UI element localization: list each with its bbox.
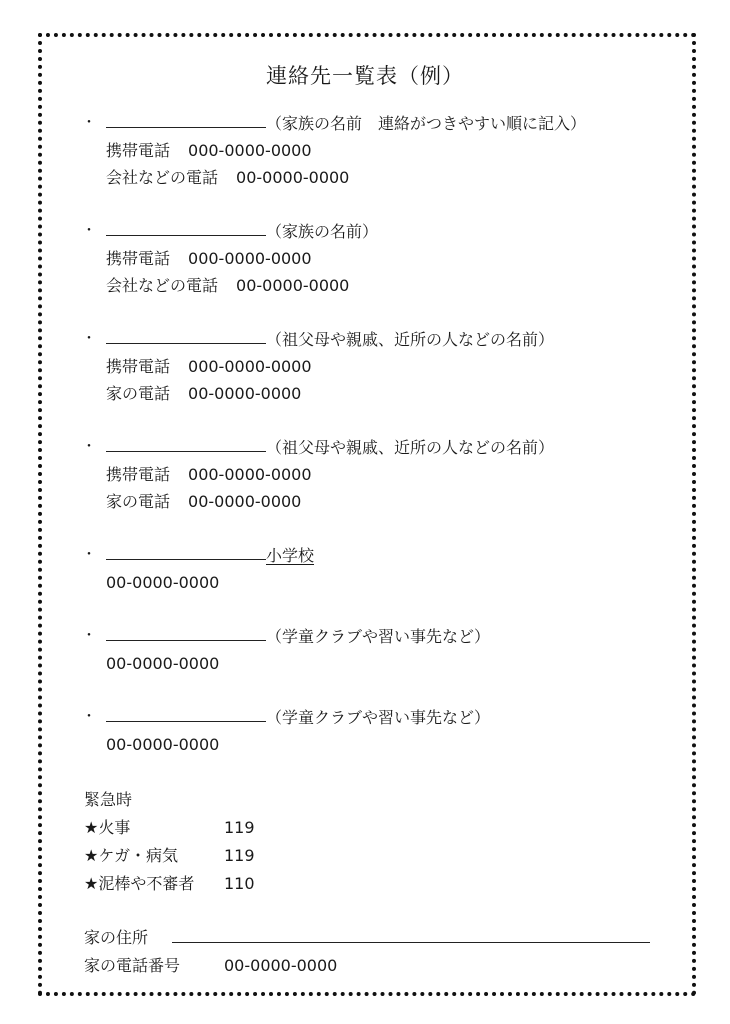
emergency-item-police	[84, 870, 255, 898]
phone-value: 00-0000-0000	[236, 276, 350, 295]
emergency-item-fire	[84, 814, 255, 842]
phone-value: 000-0000-0000	[188, 465, 312, 484]
name-blank[interactable]	[106, 623, 266, 641]
emergency-number: 110	[224, 874, 255, 893]
phone-value: 00-0000-0000	[188, 492, 302, 511]
phone-value: 00-0000-0000	[106, 573, 220, 592]
emergency-label: ★ケガ・病気	[84, 846, 179, 865]
phone-label: 家の電話	[106, 384, 171, 403]
phone-value: 00-0000-0000	[236, 168, 350, 187]
contact-entry-family-1	[82, 110, 682, 191]
name-blank[interactable]	[106, 326, 266, 344]
school-label: 小学校	[266, 546, 315, 565]
contact-entry-club-1	[82, 623, 682, 677]
address-label: 家の住所	[84, 928, 149, 947]
phone-value: 00-0000-0000	[106, 654, 220, 673]
emergency-number: 119	[224, 818, 255, 837]
bullet: ・	[82, 547, 96, 563]
name-blank[interactable]	[106, 110, 266, 128]
phone-label: 携帯電話	[106, 249, 171, 268]
emergency-label: ★泥棒や不審者	[84, 874, 195, 893]
bullet: ・	[82, 223, 96, 239]
bullet: ・	[82, 709, 96, 725]
entry-note: （家族の名前）	[266, 222, 379, 241]
phone-label: 携帯電話	[106, 465, 171, 484]
home-phone-value: 00-0000-0000	[224, 956, 338, 975]
home-phone-label: 家の電話番号	[84, 956, 181, 975]
phone-label: 家の電話	[106, 492, 171, 511]
contact-entry-club-2	[82, 704, 682, 758]
contact-entry-relative-1	[82, 326, 682, 407]
phone-label: 携帯電話	[106, 141, 171, 160]
emergency-item-injury	[84, 842, 255, 870]
contact-entry-school	[82, 542, 682, 596]
phone-value: 000-0000-0000	[188, 357, 312, 376]
name-blank[interactable]	[106, 704, 266, 722]
phone-label: 会社などの電話	[106, 276, 219, 295]
entry-note: （祖父母や親戚、近所の人などの名前）	[266, 438, 555, 457]
entry-note: （学童クラブや習い事先など）	[266, 627, 491, 646]
entry-note: （学童クラブや習い事先など）	[266, 708, 491, 727]
emergency-number: 119	[224, 846, 255, 865]
name-blank[interactable]	[106, 434, 266, 452]
emergency-heading: 緊急時	[84, 790, 133, 809]
phone-value: 000-0000-0000	[188, 249, 312, 268]
bullet: ・	[82, 115, 96, 131]
emergency-section	[84, 786, 255, 898]
phone-value: 00-0000-0000	[106, 735, 220, 754]
phone-label: 携帯電話	[106, 357, 171, 376]
phone-label: 会社などの電話	[106, 168, 219, 187]
page-title: 連絡先一覧表（例）	[266, 64, 464, 88]
entry-note: （家族の名前 連絡がつきやすい順に記入）	[266, 114, 587, 133]
entry-note: （祖父母や親戚、近所の人などの名前）	[266, 330, 555, 349]
contact-entry-relative-2	[82, 434, 682, 515]
emergency-label: ★火事	[84, 818, 131, 837]
name-blank[interactable]	[106, 218, 266, 236]
bullet: ・	[82, 331, 96, 347]
contact-entry-family-2	[82, 218, 682, 299]
address-blank[interactable]	[172, 924, 650, 943]
home-section	[84, 924, 664, 980]
phone-value: 00-0000-0000	[188, 384, 302, 403]
bullet: ・	[82, 628, 96, 644]
phone-value: 000-0000-0000	[188, 141, 312, 160]
school-name-blank[interactable]	[106, 542, 266, 560]
bullet: ・	[82, 439, 96, 455]
